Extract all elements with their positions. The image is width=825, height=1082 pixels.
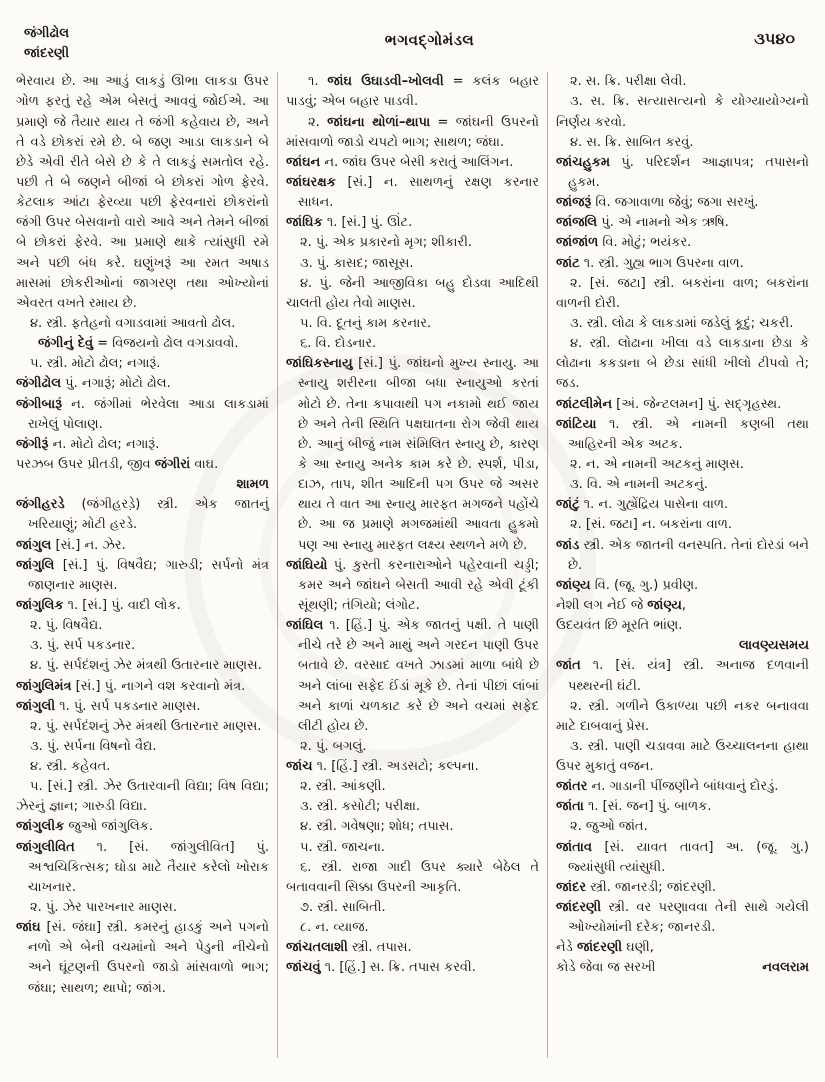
headword: જાંઘિક	[286, 215, 323, 231]
page-header	[0, 0, 825, 68]
headword: જાંતા	[556, 799, 584, 815]
sense-line	[16, 354, 269, 374]
quote-line	[16, 455, 269, 475]
sense-line	[16, 737, 269, 757]
headword: જાંગુલિ	[16, 557, 55, 573]
columns-container	[0, 68, 825, 1058]
text-run: નેશી લગ નેઈ જે	[556, 597, 648, 613]
sense-line	[286, 898, 539, 918]
headword: જાંગુલીવિત	[16, 839, 75, 855]
headword: જાંદર	[556, 879, 587, 895]
headword: જંગીરાં	[154, 456, 191, 472]
headword: જાંટિયા	[556, 416, 597, 432]
text-run: ૨. પું. વિષવૈદ્ય.	[30, 618, 103, 634]
dict-entry	[286, 757, 539, 777]
dict-entry	[556, 495, 809, 515]
text-run: ૩. સ્ત્રી. લોઢા કે લાકડામાં જડેલું કૂદું; ચકરી.	[570, 315, 794, 331]
attribution	[16, 475, 269, 495]
text-run: ૧. [હિં.] સ. ક્રિ. તપાસ કરવી.	[320, 960, 476, 976]
dict-entry	[556, 797, 809, 817]
text-run: પું. પરિદર્શન આજ્ઞાપત્ર; તપાસનો હુકમ.	[568, 154, 809, 190]
headword: જાંચહુકમ	[556, 154, 611, 170]
text-run: વિ. મોટું; ભયંકર.	[598, 235, 692, 251]
text-run: [સં.] ન. ઝેર.	[51, 537, 126, 553]
headword: જાંગુલિમંત્ર	[16, 678, 72, 694]
sense-line	[16, 616, 269, 636]
text-run: = જાંઘની ઉપરનો માંસવાળો જાડો ચપટો ભાગ; સાથળ; જંઘા.	[286, 114, 539, 150]
dict-entry	[556, 395, 809, 415]
headword: જંગીનું દેવું	[38, 336, 94, 352]
dict-entry	[16, 817, 269, 837]
text-run: ૩. પું. સર્પ પકડનાર.	[30, 638, 136, 654]
headword: જાંજરૂં	[556, 195, 592, 211]
dict-entry	[16, 918, 269, 999]
sense-line	[16, 636, 269, 656]
text-run: ૨. સ્ત્રી. આંકણી.	[300, 779, 386, 795]
text-run: ૧. સ્ત્રી. એ નામની કણબી તથા આહિરની એક અટક.	[568, 416, 809, 452]
text-run: સ્ત્રી. એક જાતની વનસ્પતિ. તેનાં દોરડાં બને છે.	[568, 537, 809, 573]
dict-entry	[556, 536, 809, 576]
text-run: [સં.] પું. જાંઘનો મુખ્ય સ્નાયુ. આ સ્નાયુ શરીરના બીજા બધા સ્નાયુઓ કરતાં મોટો છે. તેના કપાવાથી પગ નકામો થઈ જાય છે અને તેની સ્થિતિ પક્ષઘાતના રોગ જેવી થાય છે. આનું બીજું નામ સંમિલિત સ્નાયુ છે, કારણ કે આ સ્નાયુ અનેક કામ કરે છે. સ્પર્શ, પીડા, દાઝ, તાપ, શીત આદિની પગ ઉપર જે અસર થાય તે વાત આ સ્નાયુ મારફત મગજને પહોંચે છે. આ જ પ્રમાણે મગજમાંથી આવતા હુકમો પણ આ સ્નાયુ મારફત લક્ષ્ય સ્થળને મળે છે.	[298, 356, 539, 553]
dictionary-title: ભગવદ્ગોમંડલ	[384, 31, 475, 49]
dict-entry	[556, 838, 809, 878]
text-run: ૧. [સં. જન] પું. બાળક.	[583, 799, 712, 815]
headword: જંગીઢોલ	[16, 376, 62, 392]
headword: જાંણ્ય	[647, 597, 682, 613]
text-run: ૧. [હિં.] સ્ત્રી. અડસટો; કલ્પના.	[312, 759, 479, 775]
text-run: સ્ત્રી. જાનરડી; જાંદરણી.	[586, 879, 717, 895]
text-run: ૪. સ્ત્રી. કહેવત.	[30, 759, 111, 775]
text-run: ૪. સ્ત્રી. લોઢાના ખીલા વડે લાકડાના છેડા કે લોઢાના કકડાના બે છેડા સાંધી ખીલો ટીપવો તે; જડ.	[556, 336, 809, 392]
sense-line	[16, 757, 269, 777]
headword: જાંદરણી	[576, 940, 623, 956]
text-run: ૫. [સં.] સ્ત્રી. ઝેર ઉતારવાની વિદ્યા; વિષ વિદ્યા; ઝેરનું જ્ઞાન; ગારુડી વિદ્યા.	[16, 779, 269, 815]
headword: જાંગુલ	[16, 537, 52, 553]
sense-line	[556, 475, 809, 495]
headword: જાંઘ	[16, 920, 41, 936]
headword: જાંણ્ય	[556, 577, 591, 593]
column-2	[277, 72, 547, 1058]
text-run: [સં.] પું. વિષવૈદ્ય; ગારુડી; સર્પનો મંત્ર જાણનાર માણસ.	[28, 557, 269, 593]
sense-line	[286, 334, 539, 354]
dict-entry	[556, 153, 809, 193]
headword: જાંઘ ઉઘાડવી–ખોલવી	[327, 74, 444, 90]
text-run: [સં. યાવત તાવત] અ. (જૂ. ગુ.) જ્યાંસુધી ત્યાંસુધી.	[568, 839, 809, 875]
paragraph	[16, 72, 269, 314]
headword: જંગીબારૂં	[16, 396, 63, 412]
dict-entry	[16, 838, 269, 898]
text-run: ૨. પું. સર્પદંશનું ઝેર મંત્રથી ઉતારનાર માણસ.	[30, 718, 262, 734]
guide-words	[24, 24, 194, 64]
sense-line	[556, 274, 809, 314]
sense-line	[286, 817, 539, 837]
dict-entry	[556, 656, 809, 696]
headword: જાંદરણી	[556, 900, 602, 916]
idiom-line	[286, 72, 539, 112]
sense-line	[556, 697, 809, 737]
text-run: કોડે જેવા જ સરખી	[556, 960, 656, 976]
text-run: ૩. સ્ત્રી. કસોટી; પરીક્ષા.	[300, 799, 421, 815]
headword: જાંડ	[556, 537, 580, 553]
headword: જાંઘના થોળાં–થાપા	[327, 114, 431, 130]
dict-entry	[556, 233, 809, 253]
text-run: સ્ત્રી. વર પરણાવવા તેની સાથે ગયેલી ઓખ્યોમાંની દરેક; જાનરડી.	[568, 900, 809, 936]
dict-entry	[556, 193, 809, 213]
text-run: ૧. પું. સર્પ પકડનાર માણસ.	[55, 698, 201, 714]
text-run: [સં. જંઘા] સ્ત્રી. કમરનું હાડકું અને પગનો નળો એ બેની વચમાંનો અને પેડુની નીચેનો અને ઘૂંટણની ઉપરનો જાડો માંસવાળો ભાગ; જંઘા; સાથળ; થાપો; જાંગ.	[28, 920, 269, 996]
quote-line	[556, 958, 809, 978]
headword: જાંઘિયો	[286, 557, 328, 573]
sense-line	[556, 515, 809, 535]
headword: જાંત	[556, 658, 581, 674]
text-run: ૬. વિ. દોડનાર.	[300, 336, 377, 352]
text-run: ૫. સ્ત્રી. મોટો ઢોલ; નગારૂં.	[30, 356, 161, 372]
text-run: ૨. ન. એ નામની અટકનું માણસ.	[570, 456, 744, 472]
headword: જાંતર	[556, 779, 588, 795]
text-run: ૧. [સં. જાંગુલીવિત] પું. અશ્વચિકિત્સક; ઘોડા માટે તૈયાર કરેલો ખોરાક ચાખનાર.	[28, 839, 269, 895]
attribution	[556, 636, 809, 656]
text-run: પરઝબ ઉપર પ્રીતડી, જીવ	[16, 456, 155, 472]
text-run: ૩. પું. સર્પના વિષનો વૈદ્ય.	[30, 738, 157, 754]
sense-line	[16, 656, 269, 676]
attribution: નવલરામ	[762, 960, 809, 976]
dict-entry	[286, 556, 539, 616]
dict-entry	[556, 254, 809, 274]
idiom-line	[16, 334, 269, 354]
dict-entry	[286, 616, 539, 737]
text-run: ૪. સ્ત્રી. ફતેહનો વગાડવામાં આવતો ઢોલ.	[30, 315, 236, 331]
dict-entry	[16, 395, 269, 435]
quote-line	[556, 938, 809, 958]
sense-line	[556, 72, 809, 92]
text-run: નેડે	[556, 940, 577, 956]
sense-line	[286, 233, 539, 253]
text-run: ૨. પું. ઝેર પારખનાર માણસ.	[30, 900, 177, 916]
dict-entry	[16, 596, 269, 616]
text-run: ૩. પું. કાસદ; જાસૂસ.	[300, 255, 414, 271]
text-run: પું. કુસ્તી કરનારાઓને પહેરવાની ચડ્ડી; કમર અને જાંઘને બેસતી આવી રહે એવી ટૂંકી સૂંથણી; તંગિયો; લંગોટ.	[298, 557, 539, 613]
text-run: = કલંક બહાર પાડવું; એબ બહાર પાડવી.	[286, 74, 539, 110]
text-run: ૪. પું. જેની આજીવિકા બહુ દોડવા આદિથી ચાલતી હોય તેવો માણસ.	[286, 275, 539, 311]
text-run: = વિજયનો ઢોલ વગડાવવો.	[93, 336, 239, 352]
headword: જાંજાંળ	[556, 235, 599, 251]
text-run: ઘણી,	[622, 940, 654, 956]
headword: જાંગુલી	[16, 698, 56, 714]
sense-line	[556, 133, 809, 153]
headword: જાંઘરક્ષક	[286, 174, 336, 190]
sense-line	[556, 737, 809, 777]
headword: જાંજલિ	[556, 215, 598, 231]
dict-entry	[16, 435, 269, 455]
text-run: વિ. જગાવાળા જેવું; જગા સરખું.	[591, 195, 759, 211]
text-run: ૮. ન. વ્યાજ.	[300, 920, 369, 936]
sense-line	[556, 92, 809, 132]
text-run: જુઓ જાંગુલિક.	[64, 819, 154, 835]
text-run: શામળ	[236, 477, 269, 493]
text-run: ,	[681, 597, 686, 613]
text-run: [સં.] પું. નાગને વશ કરવાનો મંત્ર.	[71, 678, 246, 694]
guide-word-bottom: જાંદરણી	[24, 46, 70, 62]
dict-entry	[556, 898, 809, 938]
text-run: (જંગીહરડે઼) સ્ત્રી. એક જાતનું ખરિયાણું; મોટી હરડે.	[28, 497, 269, 533]
text-run: [સં.] ન. સાથળનું રક્ષણ કરનાર સાધન.	[298, 174, 539, 211]
headword: જાંચ	[286, 759, 313, 775]
headword: જાંટું	[556, 497, 580, 513]
text-run: ૩. વિ. એ નામની અટકનું.	[570, 477, 708, 493]
sense-line	[286, 777, 539, 797]
guide-word-top: જંગીઢોલ	[24, 26, 70, 41]
text-run: ૫. સ્ત્રી. જાચના.	[300, 839, 386, 855]
dict-entry	[556, 213, 809, 233]
sense-line	[16, 314, 269, 334]
sense-line	[286, 858, 539, 898]
column-3	[547, 72, 817, 1058]
text-run: ન. જાંઘ ઉપર બેસી કરાતું આલિંગન.	[320, 154, 514, 170]
quote-line	[556, 596, 809, 616]
headword: જાંટ	[556, 255, 580, 271]
sense-line	[286, 314, 539, 334]
dict-entry	[16, 374, 269, 394]
headword: જંગીરૂં	[16, 436, 49, 452]
headword: જાંતાવ	[556, 839, 592, 855]
text-run: ૧. [સં.] પું. વાદી લોક.	[63, 597, 181, 613]
dict-entry	[16, 697, 269, 717]
text-run: ૫. વિ. દૂતનું કામ કરનાર.	[300, 315, 432, 331]
sense-line	[286, 737, 539, 757]
headword: જાંચતલાશી	[286, 940, 348, 956]
text-run: [અં. જેન્ટલમન] પું. સદ્ગૃહસ્થ.	[612, 396, 782, 412]
sense-line	[16, 898, 269, 918]
text-run: ૪. સ્ત્રી. ગવેષણા; શોધ; તપાસ.	[300, 819, 454, 835]
dict-entry	[16, 677, 269, 697]
sense-line	[286, 838, 539, 858]
text-run: ૧.	[308, 74, 328, 90]
dict-entry	[16, 556, 269, 596]
headword: જાંચવું	[286, 960, 321, 976]
dict-entry	[286, 938, 539, 958]
text-run: ન. મોટો ઢોલ; નગારૂં.	[48, 436, 160, 452]
headword: જાંગુલિક	[16, 597, 64, 613]
sense-line	[556, 334, 809, 394]
dict-entry	[16, 495, 269, 535]
text-run: ૨. [સં. જટા] સ્ત્રી. બકરાંના વાળ; બકરાંના વાળની દોરી.	[556, 275, 809, 311]
text-run: ન. ગાડાની પીંજણીને બાંધવાનું દોરડું.	[587, 779, 779, 795]
dict-entry	[556, 576, 809, 596]
text-run: ભેરવાય છે. આ આડું લાકડું ઊભા લાકડા ઉપર ગોળ ફરતું રહે એમ બેસતું આવવું જોઈએ. આ પ્રમાણે જે તૈયાર થાય તે જંગી કહેવાય છે, અને તે વડે છોકરાં રમે છે. બે જણ આડા લાકડાને બે છેડે એવી રીતે બેસે છે કે તે લાકડું સમતોલ રહે. પછી તે બે જણને બીજાં બે છોકરાં ગોળ ફેરવે. કેટલાક આંટા ફેરવ્યા પછી ફેરવનારાં છોકરાંનો જંગી ઉપર બેસવાનો વારો આવે અને તેમને બીજાં બે છોકરાં ફેરવે. આ પ્રમાણે થાકે ત્યાંસુધી રમે અને પછી બંધ કરે. ઘણુંખરૂં આ રમત અષાડ માસમાં છોકરીઓનાં જાગરણ તથા ઓખ્યોનાં એવરત વખતે રમાય છે.	[16, 74, 269, 311]
text-run: પું. નગારૂં; મોટો ઢોલ.	[61, 376, 171, 392]
dict-entry	[286, 173, 539, 213]
sense-line	[16, 717, 269, 737]
dict-entry	[286, 354, 539, 555]
text-run: ૨. જુઓ જાંત.	[570, 819, 648, 835]
text-run: ૩. સ. ક્રિ. સત્યાસત્યનો કે યોગ્યાયોગ્યનો નિર્ણય કરવો.	[556, 94, 809, 130]
text-run: ૧. ન. ગુહ્યેંદ્રિય પાસેના વાળ.	[579, 497, 729, 513]
column-1	[8, 72, 277, 1058]
sense-line	[286, 274, 539, 314]
dict-entry	[286, 958, 539, 978]
sense-line	[286, 254, 539, 274]
sense-line	[556, 455, 809, 475]
sense-line	[556, 817, 809, 837]
dict-entry	[556, 415, 809, 455]
text-run: ૧. [સં.] પું. ઊંટ.	[322, 215, 413, 231]
text-run: ઉદયવંત છિ મૂરતિ ભાંણ.	[556, 618, 683, 634]
text-run: વિ. (જૂ. ગુ.) પ્રવીણ.	[590, 577, 699, 593]
sense-line	[286, 797, 539, 817]
text-run: ૨. પું. બગલું.	[300, 738, 367, 754]
text-run: લાવણ્યસમય	[739, 638, 809, 654]
dict-entry	[556, 777, 809, 797]
text-run: ૬. સ્ત્રી. રાજા ગાદી ઉપર ક્યારે બેઠેલ તે બતાવવાની સિક્કા ઉપરની આકૃતિ.	[286, 859, 539, 895]
headword: જાંટલીમેન	[556, 396, 613, 412]
text-run: ૪. પું. સર્પદંશનું ઝેર મંત્રથી ઉતારનાર માણસ.	[30, 658, 262, 674]
headword: જાંઘિલ	[286, 618, 324, 634]
page-number: ૩૫૪૦	[754, 29, 795, 48]
dict-entry	[16, 536, 269, 556]
text-run: ૨. પું. એક પ્રકારનો મૃગ; શીકારી.	[300, 235, 473, 251]
text-run: ન. જંગીમાં ભેરવેલા આડા લાકડામાં રાખેલું પોલાણ.	[28, 396, 269, 432]
dict-entry	[286, 213, 539, 233]
text-run: પું. એ નામનો એક ઋષિ.	[597, 215, 729, 231]
text-run: ૪. સ. ક્રિ. સાબિત કરવું.	[570, 134, 694, 150]
text-run: ૭. સ્ત્રી. સાબિતી.	[300, 900, 386, 916]
idiom-line	[286, 113, 539, 153]
sense-line	[556, 314, 809, 334]
text-run: ૨. સ્ત્રી. ગળીને ઉકાળ્યા પછી નકર બનાવવા માટે દાબવાનું પ્રેસ.	[556, 698, 809, 734]
quote-line	[556, 616, 809, 636]
dict-entry	[556, 878, 809, 898]
headword: જાંગુલીક	[16, 819, 65, 835]
headword: જંગીહરડે	[16, 497, 65, 513]
headword: જાંઘિકસ્નાયુ	[286, 356, 353, 372]
text-run: સ્ત્રી. તપાસ.	[347, 940, 412, 956]
text-run: વાઘ.	[190, 456, 219, 472]
text-run: ૨.	[308, 114, 328, 130]
text-run: ૧. સ્ત્રી. ગુહ્ય ભાગ ઉપરના વાળ.	[579, 255, 744, 271]
sense-line	[286, 918, 539, 938]
sense-line	[16, 777, 269, 817]
text-run: ૧. [હિં.] પું. એક જાતનું પક્ષી. તે પાણી નીચે તરે છે અને માથું અને ગરદન પાણી ઉપર બતાવે છે. વરસાદ વખતે ઝાડમાં માળા બાંધે છે અને લાંબા સફેદ ઈંડાં મૂકે છે. તેનાં પીછાં લાંબાં અને કાળાં ચળકાટ કરે છે અને વચમાં સફેદ લીટી હોય છે.	[298, 618, 539, 734]
text-run: ૩. સ્ત્રી. પાણી ચડાવવા માટે ઉચ્ચાલનના હાથા ઉપર મુકાતું વજન.	[556, 738, 809, 775]
text-run: ૨. [સં. જટા] ન. બકરાંના વાળ.	[570, 517, 733, 533]
dict-entry	[286, 153, 539, 173]
text-run: ૧. [સં. યંત્ર] સ્ત્રી. અનાજ દળવાની પથ્થરની ઘંટી.	[568, 658, 809, 694]
headword: જાંઘન	[286, 154, 321, 170]
text-run: ૨. સ. ક્રિ. પરીક્ષા લેવી.	[570, 74, 687, 90]
